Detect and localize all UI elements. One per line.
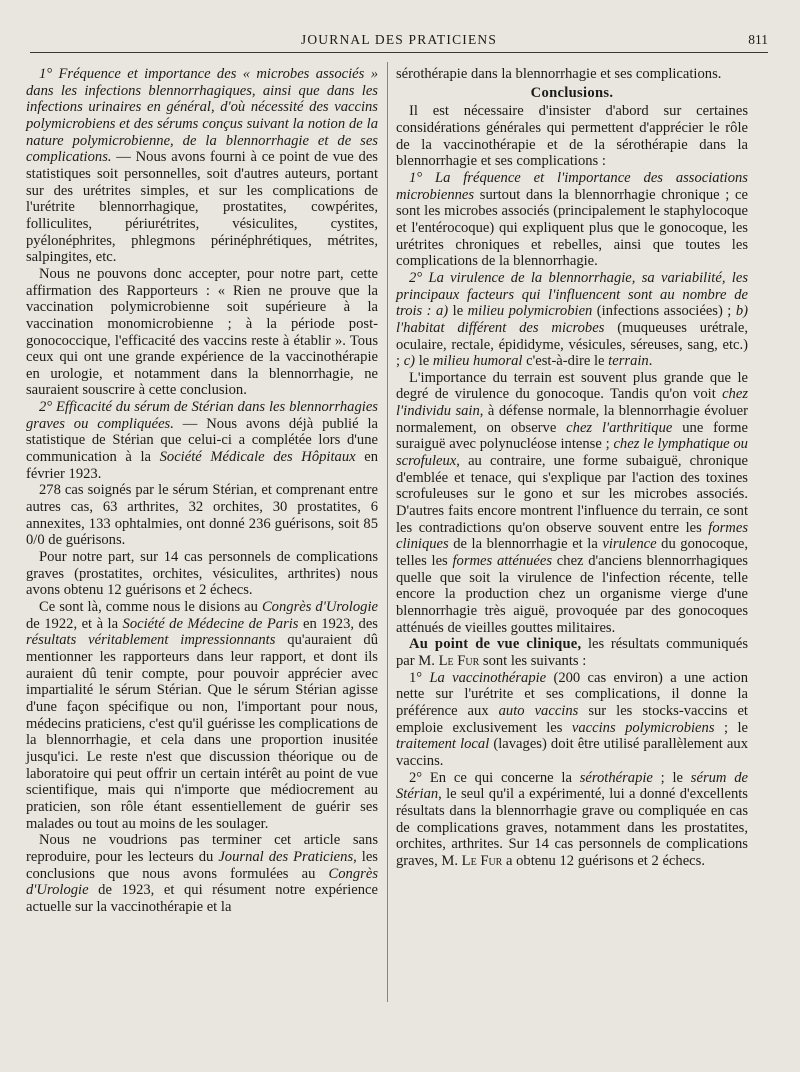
paragraph-resultats xyxy=(26,599,378,832)
emphasis-italic: terrain xyxy=(608,353,649,370)
paragraph-continuation: sérothérapie dans la blennorrhagie et ses complications. xyxy=(396,66,722,82)
author-name: Le Fur xyxy=(438,652,480,669)
paragraph-text: (200 cas environ) a une action nette sur l'urétrite et ses complications, il donne la préférence aux xyxy=(396,669,748,719)
paragraph-text: (lavages) doit être utilisé parallèlement aux vaccins. xyxy=(396,736,748,769)
paragraph-text: de 1923, et qui résument notre expérience actuelle sur la vaccinothérapie et la xyxy=(26,882,378,915)
paragraph-text: Ce sont là, comme nous le disions au xyxy=(39,599,262,615)
paragraph-text: en février 1923. xyxy=(26,449,378,482)
page-number: 811 xyxy=(748,32,768,47)
paragraph-considerations: Il est nécessaire d'insister d'abord sur certaines considérations générales qui permettent d'apprécier le rôle de la vaccinothérapie et de la sérothérapie dans la blennorrhagie et ses complications : xyxy=(396,103,748,170)
paragraph-lead-italic: 2° Efficacité du sérum de Stérian dans les blennorrhagies graves ou compliquées. xyxy=(26,399,378,432)
paragraph-text: sur les stocks-vaccins et emploie exclusivement les xyxy=(396,702,748,736)
paragraph-text: les résultats communiqués par M. xyxy=(396,636,748,669)
paragraph-text: une forme suraiguë avec polynucléose intense ; xyxy=(396,419,748,453)
emphasis-italic: sérothérapie xyxy=(579,769,653,786)
paragraph-text: en 1923, des xyxy=(298,615,378,632)
paragraph-text: , au contraire, une forme subaiguë, chronique d'emblée et tenace, qui s'explique par l'action des toxines scrofuleuses sur le gono et sur les microbes associés. D'autres faits encore montrent l'influence du terrain, ce sont les contradictions qu'on observe souvent entre les xyxy=(396,453,748,536)
paragraph-text: (muqueuses urétrale, oculaire, rectale, épididyme, vésicules, séreuses, sang, etc.) ; xyxy=(396,319,748,370)
paragraph-text: ; le xyxy=(652,769,691,786)
paragraph-text: a obtenu 12 guérisons et 2 échecs. xyxy=(502,852,705,869)
emphasis-italic: chez l'individu sain xyxy=(396,386,748,420)
paragraph-text: L'importance du terrain est souvent plus grande que le degré de virulence du gonocoque. Tandis qu'on voit xyxy=(396,369,748,403)
emphasis-italic: chez le lymphatique ou scrofuleux xyxy=(396,436,748,470)
paragraph-text: 2° En ce qui concerne la xyxy=(409,769,580,786)
citation-italic: Journal des Praticiens xyxy=(218,848,354,865)
paragraph-text: sont les suivants : xyxy=(479,652,587,669)
paragraph-text: , à défense normale, la blennorrhagie évoluer normalement, on observe xyxy=(396,403,748,436)
paragraph-cas-personnels: Pour notre part, sur 14 cas personnels de complications graves (prostatites, orchites, vésiculites, arthrites) nous avons obtenu 12 guérisons et 2 échecs. xyxy=(26,549,378,599)
column-divider xyxy=(387,62,388,1002)
run-in-heading: Au point de vue clinique, xyxy=(409,636,582,653)
paragraph-conclusion-intro xyxy=(26,832,378,915)
paragraph-text: 1° xyxy=(409,669,430,686)
emphasis-italic: résultats véritablement impressionnants xyxy=(26,632,276,649)
paragraph-vaccinotherapie xyxy=(396,670,748,770)
paragraph-text: qu'auraient dû mentionner les rapporteurs dans leur rapport, et dont ils auraient dû tenir compte, pour pouvoir apprécier avec impartialité le sérum Stérian. Que le sérum Stérian agisse d'une façon spécifique ou non, l'important pour nous, médecins praticiens, c'est qu'il guérisse les complications de la blennorrhagie, et cela dans une proportion inusitée jusqu'ici. Le reste n'est que discussion théorique ou de laboratoire qui peut offrir un certain intérêt au point de vue scientifique, mais qui n'importe que médiocrement au praticien, son rôle étant essentiellement de guérir ses malades ou tout au moins de les soulager. xyxy=(26,632,378,832)
paragraph-point-de-vue-clinique xyxy=(396,636,748,669)
paragraph-statistiques: 278 cas soignés par le sérum Stérian, et comprenant entre autres cas, 63 arthrites, 32 orchites, 30 prostatites, 6 annexites, 133 ophtalmies, ont donné 236 guérisons, soit 85 0/0 de guérisons. xyxy=(26,482,378,549)
right-column xyxy=(396,66,748,870)
paragraph-lead-italic: 2° La virulence de la blennorrhagie, sa variabilité, les principaux facteurs qui l'influencent sont au nombre de trois : a) xyxy=(396,269,748,320)
paragraph-text: chez d'anciens blennorrhagiques quelle que soit la virulence de l'infection récente, telle encore la production chez un organisme vierge d'une blennorrhagie très aiguë, provoquée par des gonocoques atténués de vieilles gouttes militaires. xyxy=(396,553,748,636)
emphasis-italic: milieu polymicrobien xyxy=(467,303,593,320)
paragraph-text: , les conclusions que nous avons formulées au xyxy=(26,848,378,882)
citation-italic: Société de Médecine de Paris xyxy=(122,615,299,632)
paragraph-frequence xyxy=(26,66,378,266)
emphasis-italic: formes cliniques xyxy=(396,519,748,553)
paragraph-text: surtout dans la blennorrhagie chronique ; ce sont les microbes associés (principalement le staphylocoque et l'entérocoque) qui expliquent plus que le gonocoque, les urétrites chroniques et rebelles, ainsi que toutes les complications de la blennorrhagie. xyxy=(396,186,748,270)
paragraph-text: , le seul qu'il a expérimenté, lui a donné d'excellents résultats dans la blennorrhagie grave ou compliquée en cas de complications graves, notamment dans les prostatites, orchites, arthrites. Sur 14 cas personnels de complications graves, M. xyxy=(396,786,748,869)
paragraph-lead-italic: 1° La fréquence et l'importance des associations microbiennes xyxy=(396,169,748,203)
emphasis-italic: auto vaccins xyxy=(498,702,579,719)
left-column xyxy=(26,66,378,915)
emphasis-italic: b) l'habitat différent des microbes xyxy=(396,303,748,336)
paragraph-text: — Nous avons déjà publié la statistique de Stérian que celui-ci a complétée lors d'une communication à la xyxy=(26,415,378,466)
emphasis-italic: sérum de Stérian xyxy=(396,769,748,803)
paragraph-text: le xyxy=(448,303,468,320)
emphasis-italic: chez l'arthritique xyxy=(566,419,673,436)
paragraph-associations xyxy=(396,170,748,270)
emphasis-italic: La vaccinothérapie xyxy=(429,669,547,686)
author-name: Le Fur xyxy=(461,852,503,869)
emphasis-italic: formes atténuées xyxy=(452,553,553,570)
paragraph-terrain xyxy=(396,370,748,637)
emphasis-italic: milieu humoral xyxy=(432,353,523,370)
emphasis-italic: traitement local xyxy=(396,736,490,753)
paragraph-text: ; le xyxy=(714,719,748,736)
paragraph-serotherapie xyxy=(396,770,748,870)
paragraph-rapporteurs: Nous ne pouvons donc accepter, pour notre part, cette affirmation des Rapporteurs : « Rien ne prouve que la vaccination polymicrobienne soit supérieure à la vaccination monomicrobienne ; à la période post-gonococcique, l'efficacité des vaccins reste à établir ». Tous ceux qui ont une grande expérience de la vaccinothérapie en urologie, et notamment dans la blennorrhagie, ne sauraient souscrire à cette conclusion. xyxy=(26,265,378,399)
paragraph-text: . xyxy=(648,353,653,370)
paragraph-text: de 1922, et à la xyxy=(26,615,123,632)
paragraph-text: du gonocoque, telles les xyxy=(396,536,748,570)
paragraph-efficacite xyxy=(26,399,378,482)
page-header xyxy=(30,32,768,53)
citation-italic: Congrès d'Urologie xyxy=(26,865,378,899)
citation-italic: Congrès d'Urologie xyxy=(261,599,378,615)
paragraph-text: le xyxy=(415,353,433,370)
paragraph-text: (infections associées) ; xyxy=(592,303,736,320)
running-title: JOURNAL DES PRATICIENS xyxy=(300,32,498,47)
paragraph-text: Nous ne voudrions pas terminer cet article sans reproduire, pour les lecteurs du xyxy=(26,832,378,865)
emphasis-italic: vaccins polymicrobiens xyxy=(571,719,715,736)
paragraph-text: de la blennorrhagie et la xyxy=(448,536,603,553)
paragraph-text: — Nous avons fourni à ce point de vue des statistiques soit personnelles, soit d'autres auteurs, portant sur des urétrites simples, et sur les complications de l'urétrite blennorrhagique, prostatites, cowpérites, folliculites, périurétrites, vésiculites, cystites, pyélonéphrites, phlegmons périnéphrétiques, métrites, salpingites, etc. xyxy=(26,149,378,266)
paragraph-text: c'est-à-dire le xyxy=(522,353,609,370)
emphasis-italic: c) xyxy=(403,353,416,370)
paragraph-lead-italic: 1° Fréquence et importance des « microbes associés » dans les infections blennorrhagiques, ainsi que dans les infections urinaires en général, d'où nécessité des vaccins polymicrobiens et des sérums conçus suivant la notion de la nature polymicrobienne, de la blennorrhagie et de ses complications. xyxy=(26,66,378,166)
emphasis-italic: virulence xyxy=(602,536,657,553)
citation-italic: Société Médicale des Hôpitaux xyxy=(159,449,356,466)
section-heading-conclusions: Conclusions. xyxy=(530,84,614,101)
paragraph-virulence xyxy=(396,270,748,370)
